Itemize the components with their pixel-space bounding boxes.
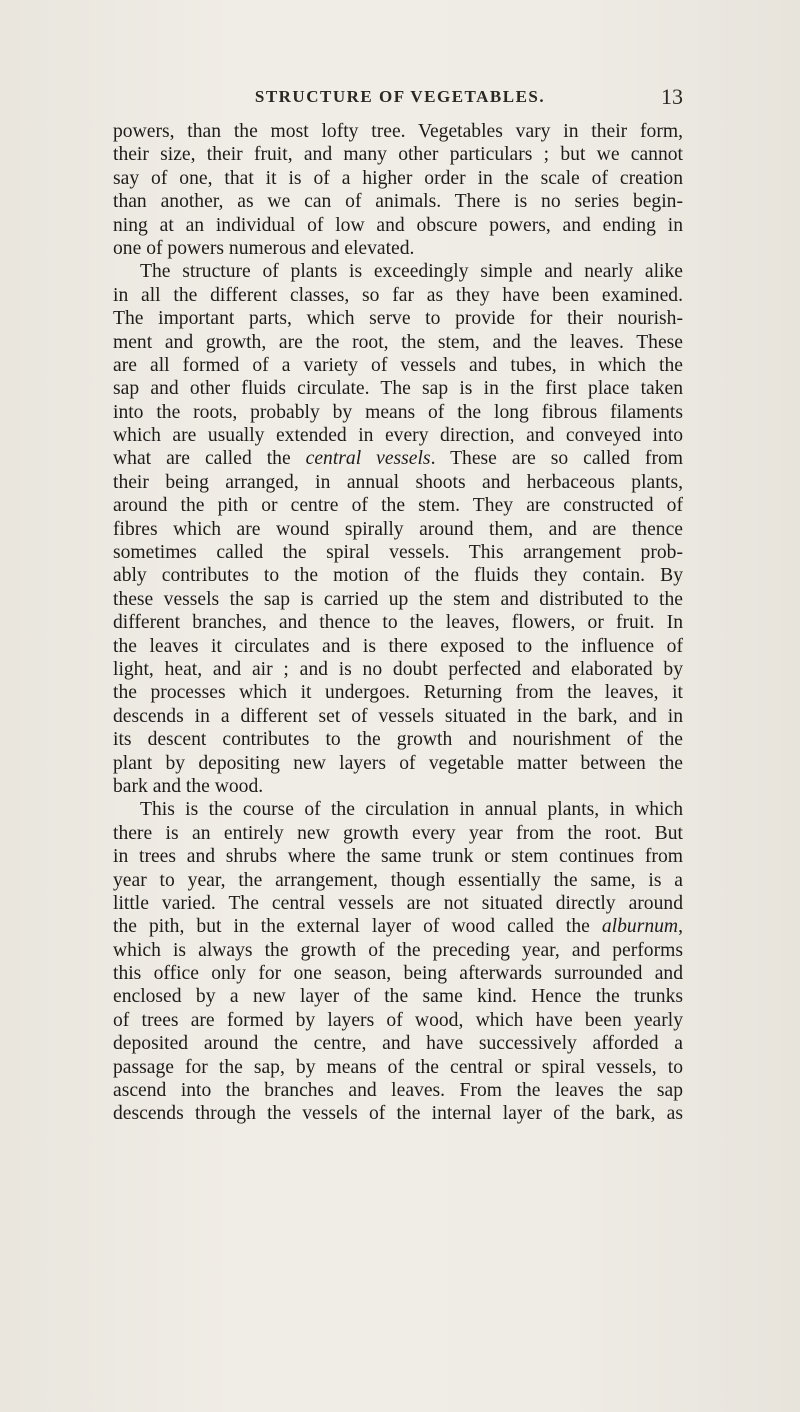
text-segment: their size, their fruit, and many other particulars ; but we cannot bbox=[113, 144, 683, 166]
text-line bbox=[113, 985, 683, 1008]
text-segment: what are called the bbox=[113, 448, 306, 470]
text-line bbox=[113, 518, 683, 541]
text-line bbox=[113, 822, 683, 845]
text-segment: The structure of plants is exceedingly simple and nearly alike bbox=[140, 261, 683, 283]
text-line bbox=[113, 845, 683, 868]
text-line bbox=[113, 284, 683, 307]
text-segment: This is the course of the circulation in annual plants, in which bbox=[140, 799, 683, 821]
text-segment: say of one, that it is of a higher order in the scale of creation bbox=[113, 167, 683, 189]
body-text bbox=[113, 120, 683, 1126]
text-line bbox=[113, 260, 683, 283]
text-segment: , bbox=[678, 916, 683, 938]
text-segment: little varied. The central vessels are not situated directly around bbox=[113, 892, 683, 914]
text-line bbox=[113, 307, 683, 330]
text-segment: around the pith or centre of the stem. They are constructed of bbox=[113, 495, 683, 517]
text-segment: plant by depositing new layers of vegetable matter between the bbox=[113, 752, 683, 774]
text-line bbox=[113, 1032, 683, 1055]
text-segment: there is an entirely new growth every year from the root. But bbox=[113, 822, 683, 844]
text-segment: this office only for one season, being afterwards surrounded and bbox=[113, 963, 683, 985]
italic-term: central vessels bbox=[305, 448, 431, 470]
text-line bbox=[113, 939, 683, 962]
text-segment: descends through the vessels of the internal layer of the bark, as bbox=[113, 1103, 683, 1125]
text-line bbox=[113, 869, 683, 892]
text-segment: in trees and shrubs where the same trunk or stem continues from bbox=[113, 846, 683, 868]
text-segment: ment and growth, are the root, the stem, and the leaves. These bbox=[113, 331, 683, 353]
text-line bbox=[113, 588, 683, 611]
text-line bbox=[113, 377, 683, 400]
text-line bbox=[113, 424, 683, 447]
text-line bbox=[113, 635, 683, 658]
text-segment: bark and the wood. bbox=[113, 775, 264, 797]
text-line bbox=[113, 1056, 683, 1079]
text-line bbox=[113, 775, 683, 798]
italic-term: alburnum bbox=[601, 916, 679, 938]
text-line bbox=[113, 1079, 683, 1102]
text-segment: of trees are formed by layers of wood, which have been yearly bbox=[113, 1009, 683, 1031]
text-segment: different branches, and thence to the leaves, flowers, or fruit. In bbox=[113, 612, 683, 634]
text-segment: sap and other fluids circulate. The sap is in the first place taken bbox=[113, 378, 683, 400]
text-line bbox=[113, 728, 683, 751]
text-segment: their being arranged, in annual shoots and herbaceous plants, bbox=[113, 471, 683, 493]
running-head bbox=[0, 84, 800, 113]
text-line bbox=[113, 752, 683, 775]
text-segment: which is always the growth of the preceding year, and performs bbox=[113, 939, 683, 961]
text-segment: passage for the sap, by means of the central or spiral vessels, to bbox=[113, 1056, 683, 1078]
text-line bbox=[113, 658, 683, 681]
text-line bbox=[113, 447, 683, 470]
text-segment: one of powers numerous and elevated. bbox=[113, 237, 415, 259]
text-segment: the leaves it circulates and is there exposed to the influence of bbox=[113, 635, 683, 657]
text-line bbox=[113, 190, 683, 213]
text-segment: than another, as we can of animals. There is no series begin- bbox=[113, 191, 683, 213]
text-line bbox=[113, 167, 683, 190]
text-segment: its descent contributes to the growth and nourishment of the bbox=[113, 729, 683, 751]
text-line bbox=[113, 214, 683, 237]
text-line bbox=[113, 143, 683, 166]
text-line bbox=[113, 354, 683, 377]
text-segment: . These are so called from bbox=[430, 448, 683, 470]
text-segment: into the roots, probably by means of the long fibrous filaments bbox=[113, 401, 683, 423]
text-line bbox=[113, 541, 683, 564]
text-line bbox=[113, 401, 683, 424]
text-segment: these vessels the sap is carried up the stem and distributed to the bbox=[113, 588, 683, 610]
text-line bbox=[113, 494, 683, 517]
running-title: STRUCTURE OF VEGETABLES. bbox=[254, 87, 546, 106]
text-segment: are all formed of a variety of vessels and tubes, in which the bbox=[113, 354, 683, 376]
page-number: 13 bbox=[661, 84, 683, 109]
text-segment: enclosed by a new layer of the same kind. Hence the trunks bbox=[113, 986, 683, 1008]
text-segment: deposited around the centre, and have successively afforded a bbox=[113, 1033, 683, 1055]
text-line bbox=[113, 237, 683, 260]
text-line bbox=[113, 681, 683, 704]
text-segment: the processes which it undergoes. Returning from the leaves, it bbox=[113, 682, 683, 704]
text-segment: ascend into the branches and leaves. From the leaves the sap bbox=[113, 1080, 683, 1102]
text-line bbox=[113, 915, 683, 938]
text-line bbox=[113, 120, 683, 143]
text-segment: year to year, the arrangement, though essentially the same, is a bbox=[113, 869, 683, 891]
text-segment: ning at an individual of low and obscure powers, and ending in bbox=[113, 214, 683, 236]
text-segment: ably contributes to the motion of the fluids they contain. By bbox=[113, 565, 683, 587]
text-line bbox=[113, 564, 683, 587]
text-line bbox=[113, 1102, 683, 1125]
text-line bbox=[113, 705, 683, 728]
text-line bbox=[113, 798, 683, 821]
text-line bbox=[113, 331, 683, 354]
text-segment: which are usually extended in every direction, and conveyed into bbox=[113, 425, 683, 447]
text-line bbox=[113, 962, 683, 985]
text-segment: descends in a different set of vessels situated in the bark, and in bbox=[113, 705, 683, 727]
text-line bbox=[113, 892, 683, 915]
text-line bbox=[113, 1009, 683, 1032]
text-line bbox=[113, 471, 683, 494]
text-segment: fibres which are wound spirally around them, and are thence bbox=[113, 518, 683, 540]
text-segment: The important parts, which serve to provide for their nourish- bbox=[113, 308, 683, 330]
text-segment: in all the different classes, so far as they have been examined. bbox=[113, 284, 683, 306]
text-segment: powers, than the most lofty tree. Vegetables vary in their form, bbox=[113, 121, 683, 142]
text-line bbox=[113, 611, 683, 634]
text-segment: light, heat, and air ; and is no doubt perfected and elaborated by bbox=[113, 658, 683, 680]
text-segment: the pith, but in the external layer of wood called the bbox=[113, 916, 602, 938]
text-segment: sometimes called the spiral vessels. This arrangement prob- bbox=[113, 542, 683, 564]
